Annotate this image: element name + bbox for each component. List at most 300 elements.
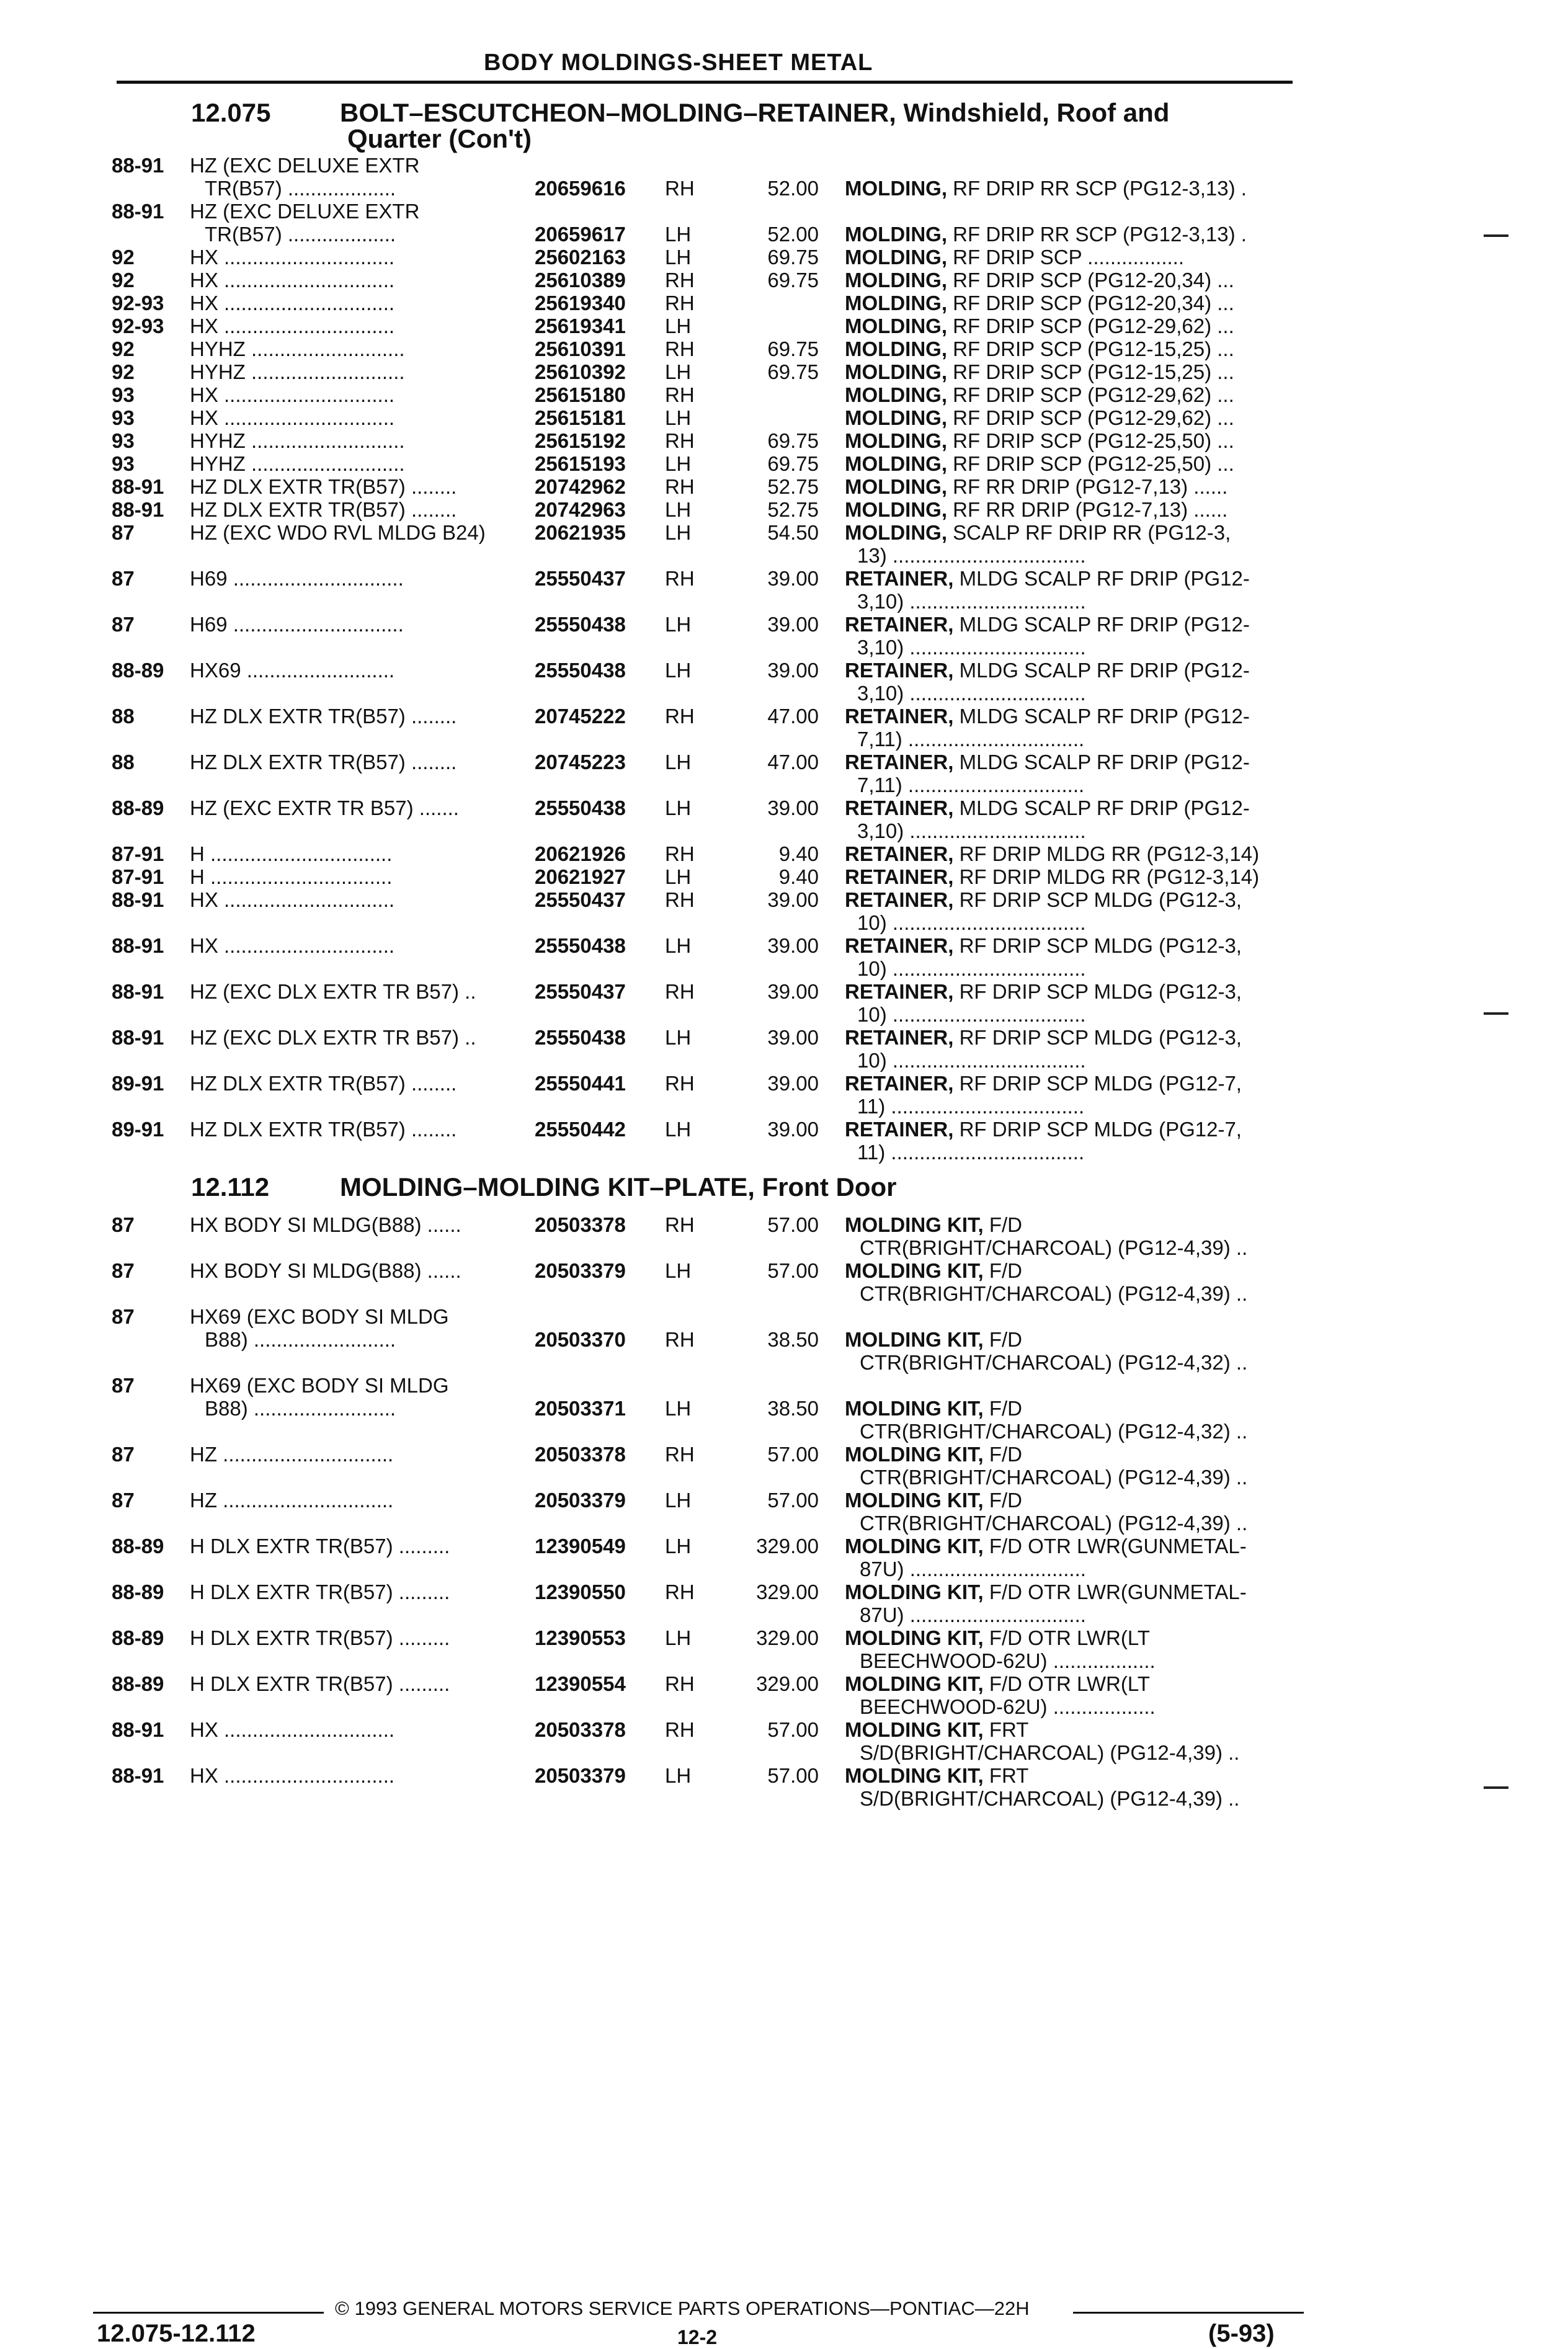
part-detail: FRT [989, 1718, 1029, 1741]
model-description: HZ (EXC DLX EXTR TR B57) .. [190, 1026, 476, 1049]
part-description [845, 1672, 1150, 1695]
side: RH [665, 429, 695, 452]
part-detail: F/D OTR LWR(LT [989, 1672, 1150, 1695]
model-description-cont: B88) ......................... [205, 1328, 396, 1351]
model-year: 88-91 [112, 1764, 164, 1787]
model-year: 87 [112, 1374, 135, 1397]
part-keyword: MOLDING, [845, 452, 947, 475]
part-description [845, 888, 1242, 911]
part-number: 25615180 [535, 383, 626, 406]
part-number: 20503378 [535, 1213, 626, 1236]
section-title: BOLT–ESCUTCHEON–MOLDING–RETAINER, Windshield, Roof and [340, 98, 1170, 127]
side: RH [665, 980, 695, 1003]
model-description: H DLX EXTR TR(B57) ......... [190, 1672, 450, 1695]
part-description [845, 360, 1234, 383]
model-year: 88-89 [112, 1626, 164, 1649]
part-detail: MLDG SCALP RF DRIP (PG12- [959, 705, 1250, 728]
model-year: 88-91 [112, 1718, 164, 1741]
part-description [845, 521, 1231, 544]
price: 52.75 [767, 498, 819, 521]
part-keyword: RETAINER, [845, 1026, 954, 1049]
part-description-cont: 87U) ............................... [860, 1558, 1086, 1580]
part-detail: RF DRIP SCP (PG12-29,62) ... [953, 383, 1234, 406]
part-keyword: MOLDING, [845, 429, 947, 452]
part-number: 25550437 [535, 980, 626, 1003]
part-number: 20742962 [535, 475, 626, 498]
footer-page-number: 12-2 [677, 2326, 718, 2348]
part-detail: RF DRIP SCP MLDG (PG12-3, [959, 934, 1242, 957]
part-detail: RF DRIP MLDG RR (PG12-3,14) [959, 865, 1260, 888]
part-keyword: RETAINER, [845, 705, 954, 728]
price: 57.00 [767, 1213, 819, 1236]
model-year: 93 [112, 406, 135, 429]
part-detail: RF DRIP SCP (PG12-29,62) ... [953, 314, 1234, 337]
model-year: 88-91 [112, 980, 164, 1003]
part-description [845, 1213, 1022, 1236]
model-year: 87 [112, 1259, 135, 1282]
model-description: HZ .............................. [190, 1443, 394, 1466]
part-number: 12390553 [535, 1626, 626, 1649]
section-title-continued: Quarter (Con't) [347, 124, 532, 153]
model-year: 88-89 [112, 1580, 164, 1603]
part-number: 25619341 [535, 314, 626, 337]
model-description: HZ DLX EXTR TR(B57) ........ [190, 498, 457, 521]
part-detail: RF DRIP SCP (PG12-25,50) ... [953, 429, 1234, 452]
footer-copyright: © 1993 GENERAL MOTORS SERVICE PARTS OPERATIONS—PONTIAC—22H [335, 2298, 1030, 2319]
side: RH [665, 842, 695, 865]
part-description [845, 1397, 1022, 1420]
model-description: H69 .............................. [190, 613, 404, 636]
part-detail: F/D [989, 1397, 1022, 1420]
side: RH [665, 337, 695, 360]
part-description-cont: 10) .................................. [857, 957, 1086, 980]
part-detail: RF DRIP RR SCP (PG12-3,13) . [953, 177, 1247, 200]
side: RH [665, 1328, 695, 1351]
model-description: HZ DLX EXTR TR(B57) ........ [190, 705, 457, 728]
price: 69.75 [767, 360, 819, 383]
part-description [845, 406, 1234, 429]
part-number: 12390554 [535, 1672, 626, 1695]
part-description [845, 337, 1234, 360]
part-detail: MLDG SCALP RF DRIP (PG12- [959, 613, 1250, 636]
side: RH [665, 1213, 695, 1236]
price: 69.75 [767, 246, 819, 269]
model-description: H DLX EXTR TR(B57) ......... [190, 1580, 450, 1603]
price: 57.00 [767, 1443, 819, 1466]
part-keyword: MOLDING, [845, 337, 947, 360]
part-description-cont: BEECHWOOD-62U) .................. [860, 1649, 1156, 1672]
side: LH [665, 452, 692, 475]
part-description [845, 177, 1247, 200]
part-detail: F/D [989, 1489, 1022, 1512]
model-year: 93 [112, 429, 135, 452]
part-detail: RF DRIP SCP MLDG (PG12-3, [959, 980, 1242, 1003]
price: 52.00 [767, 223, 819, 246]
model-year: 88-89 [112, 796, 164, 819]
part-detail: F/D OTR LWR(GUNMETAL- [989, 1580, 1247, 1603]
model-year: 88-91 [112, 200, 164, 223]
part-detail: RF DRIP SCP MLDG (PG12-3, [959, 1026, 1242, 1049]
part-description [845, 796, 1250, 819]
part-number: 25615181 [535, 406, 626, 429]
part-description-cont: 10) .................................. [857, 911, 1086, 934]
part-keyword: MOLDING KIT, [845, 1328, 984, 1351]
part-number: 25550438 [535, 1026, 626, 1049]
price: 38.50 [767, 1328, 819, 1351]
part-number: 20745223 [535, 751, 626, 773]
part-description-cont: 3,10) ............................... [857, 636, 1086, 659]
part-detail: MLDG SCALP RF DRIP (PG12- [959, 796, 1250, 819]
model-year: 92-93 [112, 314, 164, 337]
model-description: HX .............................. [190, 406, 395, 429]
part-number: 20742963 [535, 498, 626, 521]
part-description [845, 751, 1250, 773]
part-number: 25610391 [535, 337, 626, 360]
part-description-cont: CTR(BRIGHT/CHARCOAL) (PG12-4,32) .. [860, 1420, 1248, 1443]
model-year: 89-91 [112, 1118, 164, 1141]
part-number: 20503378 [535, 1718, 626, 1741]
part-description [845, 1764, 1028, 1787]
side: LH [665, 934, 692, 957]
side: LH [665, 1626, 692, 1649]
side: RH [665, 292, 695, 314]
part-description [845, 613, 1250, 636]
part-number: 25550441 [535, 1072, 626, 1095]
model-description: HX69 .......................... [190, 659, 395, 682]
price: 52.75 [767, 475, 819, 498]
section-number: 12.112 [191, 1172, 270, 1201]
part-detail: F/D [989, 1259, 1022, 1282]
model-description: H DLX EXTR TR(B57) ......... [190, 1626, 450, 1649]
part-description-cont: CTR(BRIGHT/CHARCOAL) (PG12-4,39) .. [860, 1512, 1248, 1535]
model-year: 87 [112, 1305, 135, 1328]
part-detail: RF DRIP SCP (PG12-20,34) ... [953, 269, 1234, 292]
part-description-cont: 10) .................................. [857, 1049, 1086, 1072]
margin-mark [1484, 1012, 1508, 1015]
part-keyword: MOLDING KIT, [845, 1213, 984, 1236]
model-description-cont: TR(B57) ................... [205, 177, 396, 200]
price: 57.00 [767, 1259, 819, 1282]
part-description [845, 269, 1234, 292]
part-keyword: MOLDING KIT, [845, 1259, 984, 1282]
part-keyword: MOLDING KIT, [845, 1626, 984, 1649]
model-description: HX BODY SI MLDG(B88) ...... [190, 1259, 461, 1282]
part-number: 20503379 [535, 1764, 626, 1787]
side: RH [665, 1580, 695, 1603]
section-heading [191, 98, 1169, 128]
part-detail: F/D OTR LWR(LT [989, 1626, 1150, 1649]
part-number: 20621935 [535, 521, 626, 544]
side: LH [665, 1026, 692, 1049]
part-number: 20503378 [535, 1443, 626, 1466]
part-detail: RF DRIP SCP MLDG (PG12-7, [959, 1072, 1242, 1095]
model-year: 87-91 [112, 865, 164, 888]
part-keyword: RETAINER, [845, 842, 954, 865]
price: 57.00 [767, 1718, 819, 1741]
part-detail: MLDG SCALP RF DRIP (PG12- [959, 659, 1250, 682]
side: LH [665, 659, 692, 682]
part-description-cont: 3,10) ............................... [857, 590, 1086, 613]
part-description-cont: 13) .................................. [857, 544, 1086, 567]
side: RH [665, 567, 695, 590]
model-description: HZ (EXC WDO RVL MLDG B24) [190, 521, 486, 544]
price: 57.00 [767, 1489, 819, 1512]
part-description [845, 705, 1250, 728]
price: 9.40 [778, 842, 819, 865]
part-detail: RF RR DRIP (PG12-7,13) ...... [953, 498, 1228, 521]
model-description: HX69 (EXC BODY SI MLDG [190, 1305, 449, 1328]
part-number: 20621926 [535, 842, 626, 865]
model-year: 88-91 [112, 154, 164, 177]
part-keyword: MOLDING, [845, 383, 947, 406]
part-detail: RF DRIP SCP (PG12-20,34) ... [953, 292, 1234, 314]
side: RH [665, 1072, 695, 1095]
part-detail: RF DRIP SCP (PG12-25,50) ... [953, 452, 1234, 475]
price: 47.00 [767, 751, 819, 773]
model-year: 87 [112, 613, 135, 636]
model-description: HZ DLX EXTR TR(B57) ........ [190, 475, 457, 498]
model-description: H DLX EXTR TR(B57) ......... [190, 1535, 450, 1558]
part-detail: RF DRIP SCP (PG12-15,25) ... [953, 337, 1234, 360]
price: 39.00 [767, 980, 819, 1003]
model-description: HX .............................. [190, 314, 395, 337]
part-description-cont: CTR(BRIGHT/CHARCOAL) (PG12-4,39) .. [860, 1282, 1248, 1305]
side: LH [665, 521, 692, 544]
side: RH [665, 1672, 695, 1695]
part-number: 25615192 [535, 429, 626, 452]
section-heading [191, 1172, 897, 1202]
part-keyword: MOLDING KIT, [845, 1718, 984, 1741]
part-keyword: MOLDING KIT, [845, 1672, 984, 1695]
part-detail: RF DRIP SCP MLDG (PG12-3, [959, 888, 1242, 911]
model-description: HX69 (EXC BODY SI MLDG [190, 1374, 449, 1397]
part-keyword: RETAINER, [845, 659, 954, 682]
part-keyword: MOLDING, [845, 177, 947, 200]
price: 39.00 [767, 934, 819, 957]
model-year: 92 [112, 246, 135, 269]
part-description [845, 980, 1242, 1003]
part-description [845, 223, 1247, 246]
price: 329.00 [756, 1580, 819, 1603]
model-description: HYHZ ........................... [190, 452, 405, 475]
side: RH [665, 1718, 695, 1741]
part-description-cont: 10) .................................. [857, 1003, 1086, 1026]
model-year: 88-89 [112, 659, 164, 682]
part-keyword: MOLDING, [845, 406, 947, 429]
part-number: 25610392 [535, 360, 626, 383]
model-description: HZ DLX EXTR TR(B57) ........ [190, 1072, 457, 1095]
side: RH [665, 269, 695, 292]
part-detail: RF RR DRIP (PG12-7,13) ...... [953, 475, 1228, 498]
part-keyword: RETAINER, [845, 888, 954, 911]
side: LH [665, 223, 692, 246]
model-description: HX BODY SI MLDG(B88) ...... [190, 1213, 461, 1236]
model-description: HZ (EXC DELUXE EXTR [190, 154, 420, 177]
model-description: HYHZ ........................... [190, 429, 405, 452]
side: LH [665, 246, 692, 269]
price: 39.00 [767, 796, 819, 819]
part-number: 25602163 [535, 246, 626, 269]
part-description [845, 452, 1234, 475]
model-year: 88 [112, 705, 135, 728]
part-detail: F/D [989, 1328, 1022, 1351]
price: 9.40 [778, 865, 819, 888]
part-number: 12390549 [535, 1535, 626, 1558]
model-description: HYHZ ........................... [190, 360, 405, 383]
side: LH [665, 406, 692, 429]
part-keyword: MOLDING, [845, 360, 947, 383]
model-year: 93 [112, 452, 135, 475]
part-keyword: MOLDING, [845, 498, 947, 521]
model-description: HX .............................. [190, 292, 395, 314]
part-number: 20659617 [535, 223, 626, 246]
part-detail: RF DRIP SCP (PG12-29,62) ... [953, 406, 1234, 429]
part-keyword: RETAINER, [845, 613, 954, 636]
model-year: 92 [112, 337, 135, 360]
side: RH [665, 475, 695, 498]
part-detail: RF DRIP SCP (PG12-15,25) ... [953, 360, 1234, 383]
part-number: 20503371 [535, 1397, 626, 1420]
part-keyword: RETAINER, [845, 1118, 954, 1141]
part-number: 12390550 [535, 1580, 626, 1603]
margin-mark [1484, 234, 1508, 237]
part-description [845, 1026, 1242, 1049]
part-description-cont: CTR(BRIGHT/CHARCOAL) (PG12-4,39) .. [860, 1236, 1248, 1259]
model-description: HX .............................. [190, 888, 395, 911]
part-number: 20503370 [535, 1328, 626, 1351]
part-number: 25550438 [535, 796, 626, 819]
model-year: 92 [112, 269, 135, 292]
part-description [845, 475, 1227, 498]
model-year: 92-93 [112, 292, 164, 314]
part-description-cont: 3,10) ............................... [857, 819, 1086, 842]
model-year: 88 [112, 751, 135, 773]
side: LH [665, 865, 692, 888]
part-description [845, 383, 1234, 406]
model-year: 87 [112, 521, 135, 544]
part-description-cont: 87U) ............................... [860, 1603, 1086, 1626]
model-description: HX .............................. [190, 1764, 395, 1787]
part-description [845, 1626, 1150, 1649]
part-description [845, 1489, 1022, 1512]
side: LH [665, 751, 692, 773]
model-description: HZ (EXC EXTR TR B57) ....... [190, 796, 459, 819]
model-description: HX .............................. [190, 934, 395, 957]
part-keyword: RETAINER, [845, 796, 954, 819]
model-description: HZ DLX EXTR TR(B57) ........ [190, 751, 457, 773]
part-number: 25550438 [535, 659, 626, 682]
part-description-cont: 7,11) ............................... [857, 773, 1085, 796]
part-number: 20503379 [535, 1259, 626, 1282]
part-keyword: MOLDING, [845, 269, 947, 292]
part-description [845, 1328, 1022, 1351]
side: RH [665, 705, 695, 728]
part-number: 25550438 [535, 613, 626, 636]
price: 329.00 [756, 1535, 819, 1558]
price: 39.00 [767, 613, 819, 636]
model-description-cont: B88) ......................... [205, 1397, 396, 1420]
model-year: 88-91 [112, 475, 164, 498]
side: LH [665, 360, 692, 383]
part-keyword: MOLDING, [845, 246, 947, 269]
section-title: MOLDING–MOLDING KIT–PLATE, Front Door [340, 1172, 897, 1201]
model-year: 93 [112, 383, 135, 406]
part-description-cont: 11) .................................. [857, 1095, 1085, 1118]
price: 38.50 [767, 1397, 819, 1420]
model-year: 88-89 [112, 1672, 164, 1695]
side: LH [665, 796, 692, 819]
part-description [845, 1580, 1247, 1603]
price: 54.50 [767, 521, 819, 544]
price: 39.00 [767, 1026, 819, 1049]
part-keyword: RETAINER, [845, 980, 954, 1003]
part-description [845, 1535, 1247, 1558]
part-number: 25610389 [535, 269, 626, 292]
part-description [845, 292, 1234, 314]
part-description [845, 567, 1250, 590]
price: 69.75 [767, 452, 819, 475]
part-description [845, 842, 1259, 865]
price: 39.00 [767, 659, 819, 682]
price: 39.00 [767, 567, 819, 590]
model-description: H ................................ [190, 865, 393, 888]
header-rule [117, 81, 1293, 84]
part-description [845, 314, 1234, 337]
side: RH [665, 1443, 695, 1466]
part-detail: SCALP RF DRIP RR (PG12-3, [953, 521, 1231, 544]
model-year: 88-91 [112, 1026, 164, 1049]
part-number: 20503379 [535, 1489, 626, 1512]
footer-rule-left [93, 2312, 324, 2314]
side: LH [665, 1397, 692, 1420]
part-description [845, 659, 1250, 682]
model-description: HZ (EXC DLX EXTR TR B57) .. [190, 980, 476, 1003]
price: 52.00 [767, 177, 819, 200]
side: RH [665, 888, 695, 911]
part-keyword: MOLDING, [845, 292, 947, 314]
footer-rule-right [1073, 2312, 1304, 2314]
side: LH [665, 314, 692, 337]
price: 69.75 [767, 429, 819, 452]
model-year: 88-91 [112, 888, 164, 911]
part-detail: FRT [989, 1764, 1029, 1787]
side: LH [665, 613, 692, 636]
part-description [845, 1443, 1022, 1466]
model-year: 87-91 [112, 842, 164, 865]
part-description [845, 1259, 1022, 1282]
part-keyword: MOLDING KIT, [845, 1397, 984, 1420]
side: LH [665, 1764, 692, 1787]
part-keyword: MOLDING KIT, [845, 1535, 984, 1558]
model-year: 87 [112, 567, 135, 590]
model-description-cont: TR(B57) ................... [205, 223, 396, 246]
part-number: 20621927 [535, 865, 626, 888]
page-header: BODY MOLDINGS-SHEET METAL [484, 50, 873, 76]
side: RH [665, 177, 695, 200]
side: LH [665, 1259, 692, 1282]
footer-date: (5-93) [1208, 2320, 1275, 2347]
part-description [845, 934, 1242, 957]
model-description: H69 .............................. [190, 567, 404, 590]
part-detail: F/D [989, 1443, 1022, 1466]
price: 329.00 [756, 1672, 819, 1695]
model-description: HZ (EXC DELUXE EXTR [190, 200, 420, 223]
price: 39.00 [767, 1118, 819, 1141]
part-description [845, 498, 1227, 521]
part-number: 20745222 [535, 705, 626, 728]
part-detail: F/D OTR LWR(GUNMETAL- [989, 1535, 1247, 1558]
part-description [845, 1718, 1028, 1741]
